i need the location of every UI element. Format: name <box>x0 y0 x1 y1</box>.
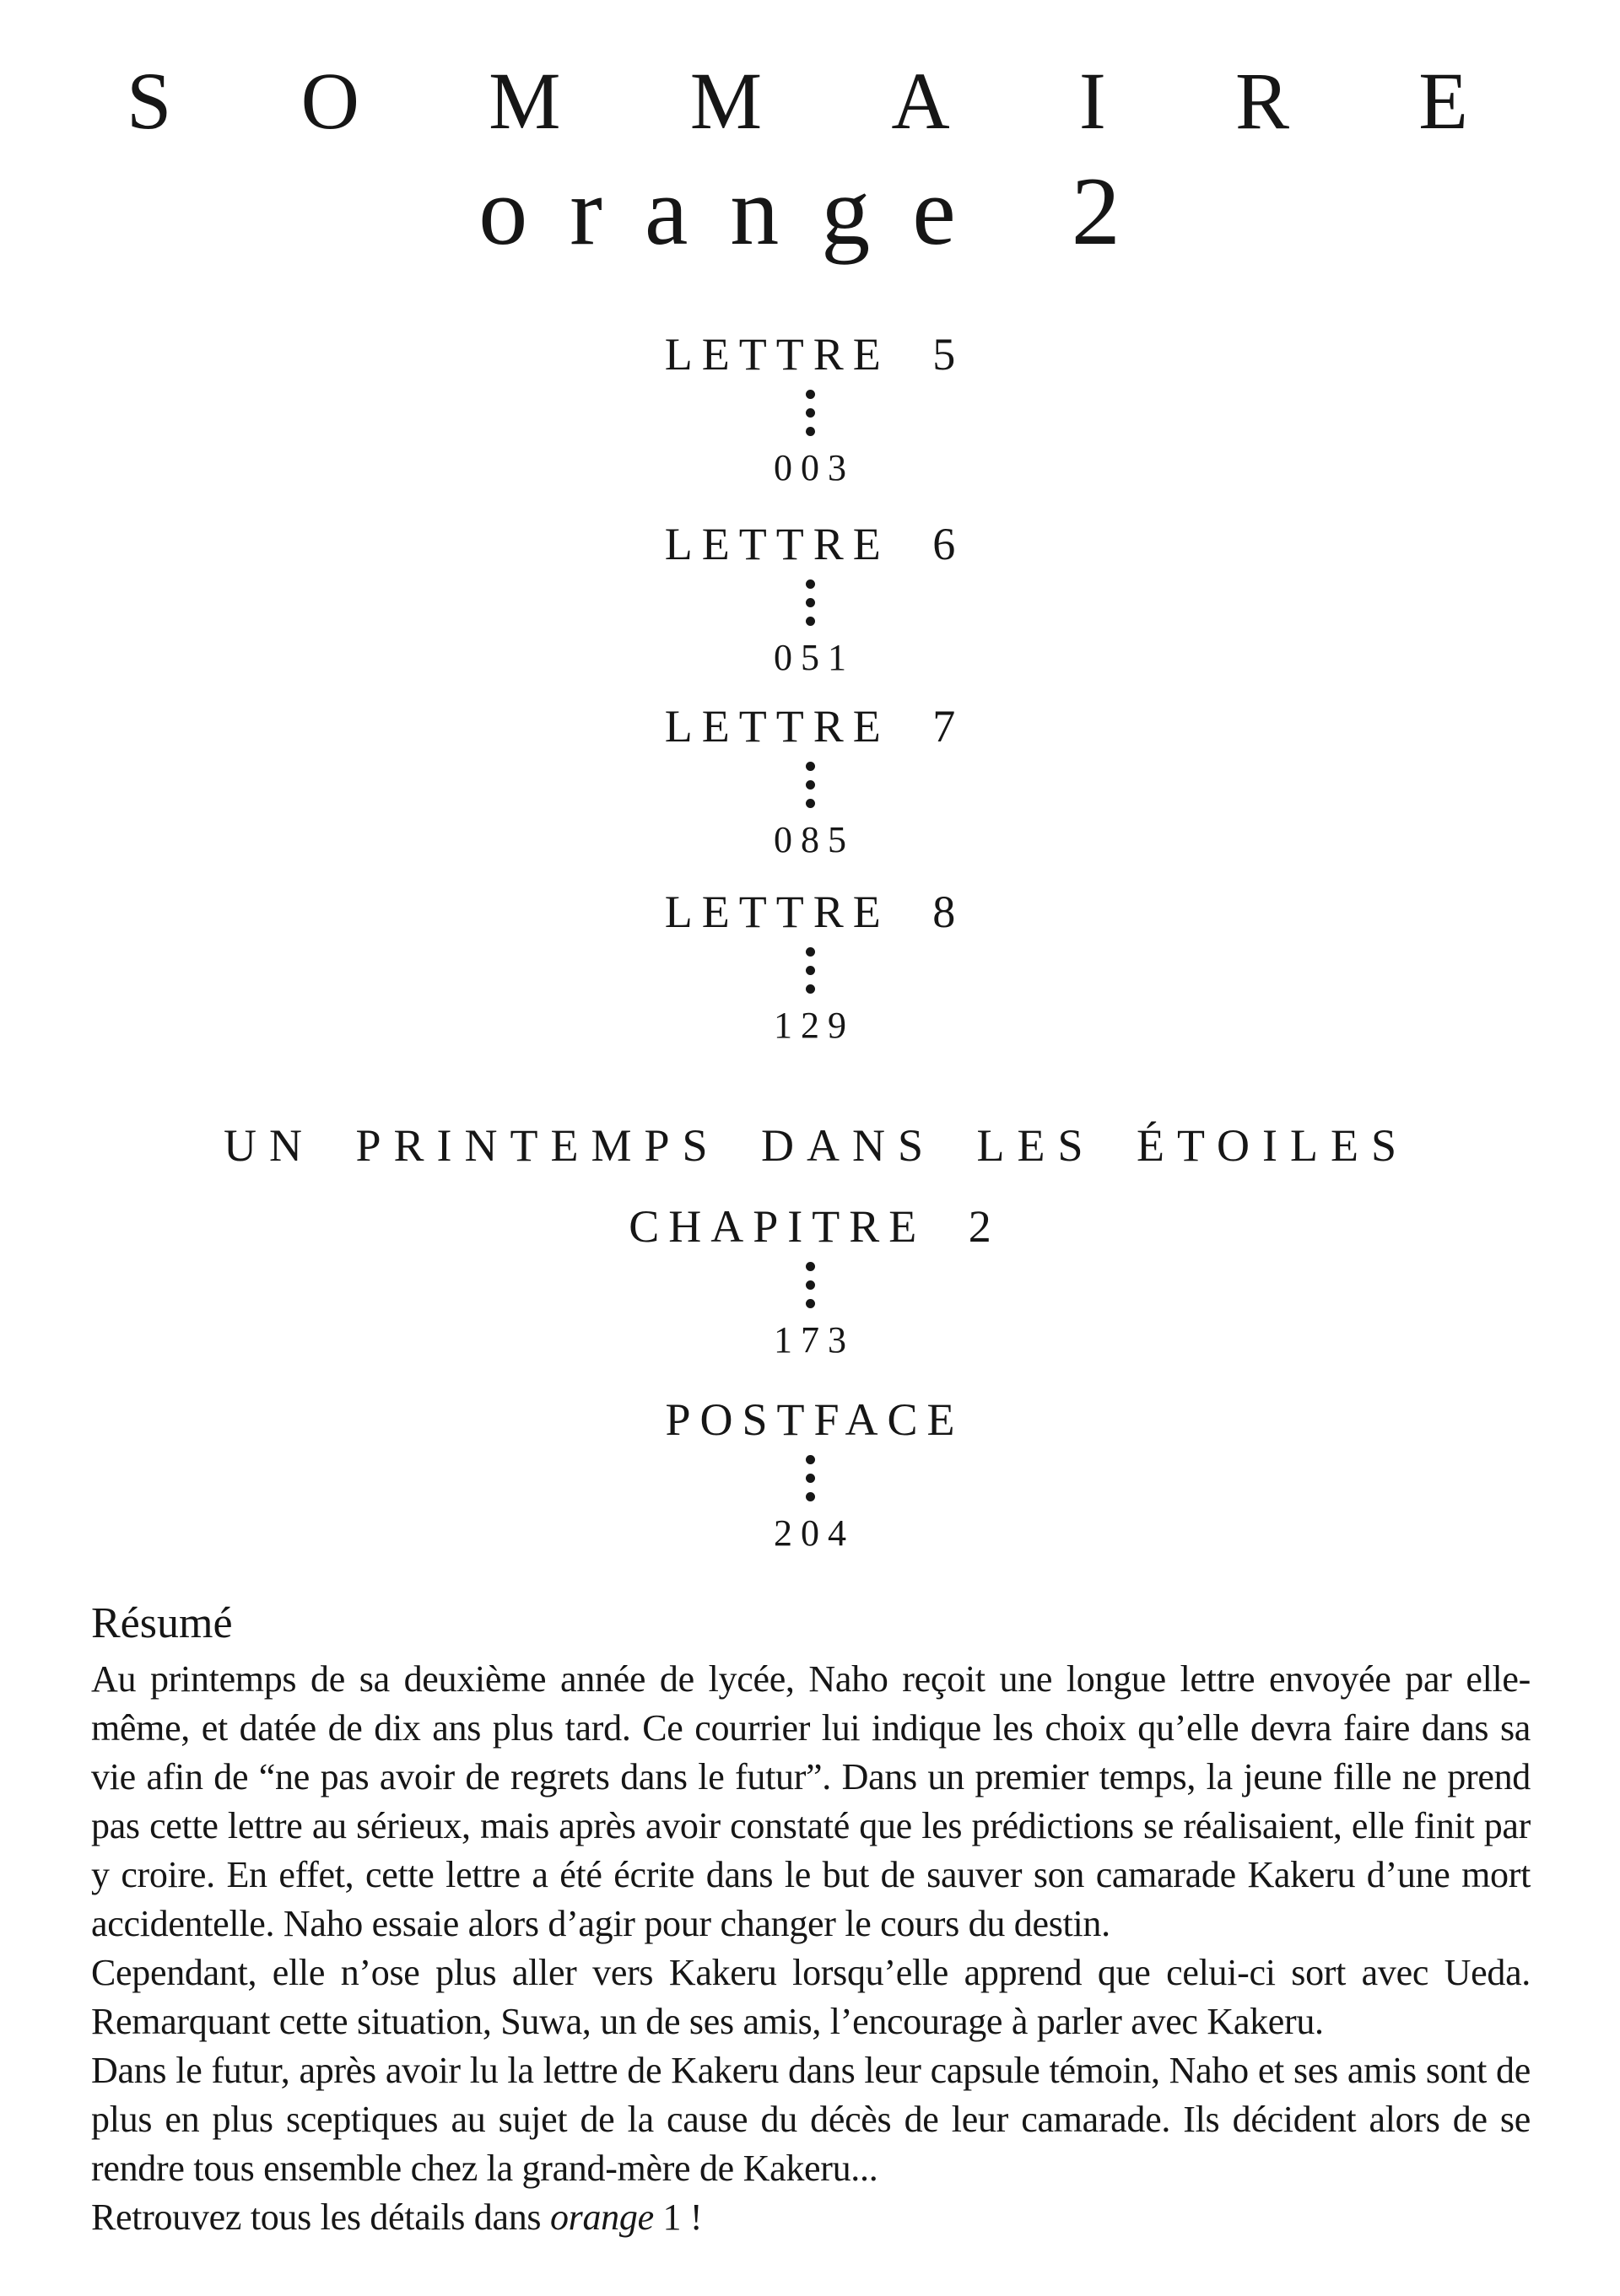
leader-dot <box>806 799 815 808</box>
toc-entry-title: POSTFACE <box>665 1394 964 1445</box>
resume-heading: Résumé <box>91 1599 233 1647</box>
leader-dot <box>806 1455 815 1464</box>
resume-paragraph-1: Au printemps de sa deuxième année de lycée, Naho reçoit une longue lettre envoyée par elle-même, et datée de dix ans plus tard. Ce courrier lui indique les choix qu’elle devra faire dans sa vie afin de “ne pas avoir de regrets dans le futur”. Dans un premier temps, la jeune fille ne prend pas cette lettre au sérieux, mais après avoir constaté que les prédictions se réalisaient, elle finit par y croire. En effet, cette lettre a été écrite dans le but de sauver son camarade Kakeru d’une mort accidentelle. Naho essaie alors d’agir pour changer le cours du destin. <box>91 1658 1531 1944</box>
leader-dot <box>806 762 815 771</box>
resume-closing-line <box>91 2193 1531 2242</box>
dots-leader <box>0 390 1620 436</box>
resume-paragraph-2: Cependant, elle n’ose plus aller vers Kakeru lorsqu’elle apprend que celui-ci sort avec Ueda. Remarquant cette situation, Suwa, un de ses amis, l’encourage à parler avec Kakeru. <box>91 1952 1531 2042</box>
leader-dot <box>806 1280 815 1290</box>
toc-entry-title: LETTRE 7 <box>664 701 965 752</box>
header-letter: R <box>1235 56 1290 146</box>
leader-dot <box>806 1492 815 1501</box>
header-letter: S <box>127 56 172 146</box>
dots-leader <box>0 947 1620 994</box>
leader-dot <box>806 1262 815 1271</box>
toc-entry-title: LETTRE 5 <box>664 329 965 380</box>
leader-dot <box>806 947 815 957</box>
toc-entry-page-number: 051 <box>774 637 855 678</box>
header-letter: M <box>689 56 763 146</box>
leader-dot <box>806 390 815 399</box>
leader-dot <box>806 598 815 607</box>
toc-entry-chapitre-2 <box>0 1120 1620 1361</box>
resume-closing-text: Retrouvez tous les détails dans <box>91 2196 550 2238</box>
leader-dot <box>806 617 815 626</box>
leader-dot <box>806 984 815 994</box>
header-letter: O <box>300 56 359 146</box>
toc-entry-lettre-6 <box>0 520 1620 678</box>
toc-entry-title: LETTRE 6 <box>664 519 965 569</box>
leader-dot <box>806 408 815 418</box>
toc-entry-page-number: 204 <box>774 1512 855 1554</box>
book-title: orange 2 <box>478 158 1163 266</box>
leader-dot <box>806 780 815 790</box>
resume-paragraph-3: Dans le futur, après avoir lu la lettre de Kakeru dans leur capsule témoin, Naho et ses amis sont de plus en plus sceptiques au sujet de la cause du décès de leur camarade. Ils décident alors de se rendre tous ensemble chez la grand-mère de Kakeru... <box>91 2050 1531 2189</box>
header-letter: I <box>1078 56 1106 146</box>
toc-entry-lettre-5 <box>0 331 1620 488</box>
toc-entry-title: LETTRE 8 <box>664 887 965 937</box>
resume-closing-italic-title: orange <box>549 2196 654 2238</box>
leader-dot <box>806 1299 815 1308</box>
toc-entry-lettre-7 <box>0 703 1620 860</box>
toc-entry-page-number: 129 <box>774 1005 855 1046</box>
toc-entry-page-number: 085 <box>774 819 855 860</box>
toc-entry-page-number: 173 <box>774 1319 855 1361</box>
resume-closing-suffix: 1 ! <box>653 2196 703 2238</box>
dots-leader <box>0 762 1620 808</box>
page-header-sommaire <box>127 56 1468 146</box>
toc-entry-title: CHAPITRE 2 <box>629 1201 1001 1252</box>
toc-entry-lettre-8 <box>0 888 1620 1046</box>
dots-leader <box>0 579 1620 626</box>
toc-entry-series-title: UN PRINTEMPS DANS LES ÉTOILES <box>223 1120 1410 1171</box>
header-letter: A <box>891 56 950 146</box>
resume-section <box>91 1599 1531 2242</box>
leader-dot <box>806 966 815 975</box>
leader-dot <box>806 1474 815 1483</box>
dots-leader <box>0 1262 1620 1308</box>
toc-entry-page-number: 003 <box>774 447 855 488</box>
leader-dot <box>806 579 815 589</box>
leader-dot <box>806 427 815 436</box>
dots-leader <box>0 1455 1620 1501</box>
header-letter: E <box>1418 56 1468 146</box>
header-letter: M <box>489 56 561 146</box>
toc-entry-postface <box>0 1396 1620 1554</box>
